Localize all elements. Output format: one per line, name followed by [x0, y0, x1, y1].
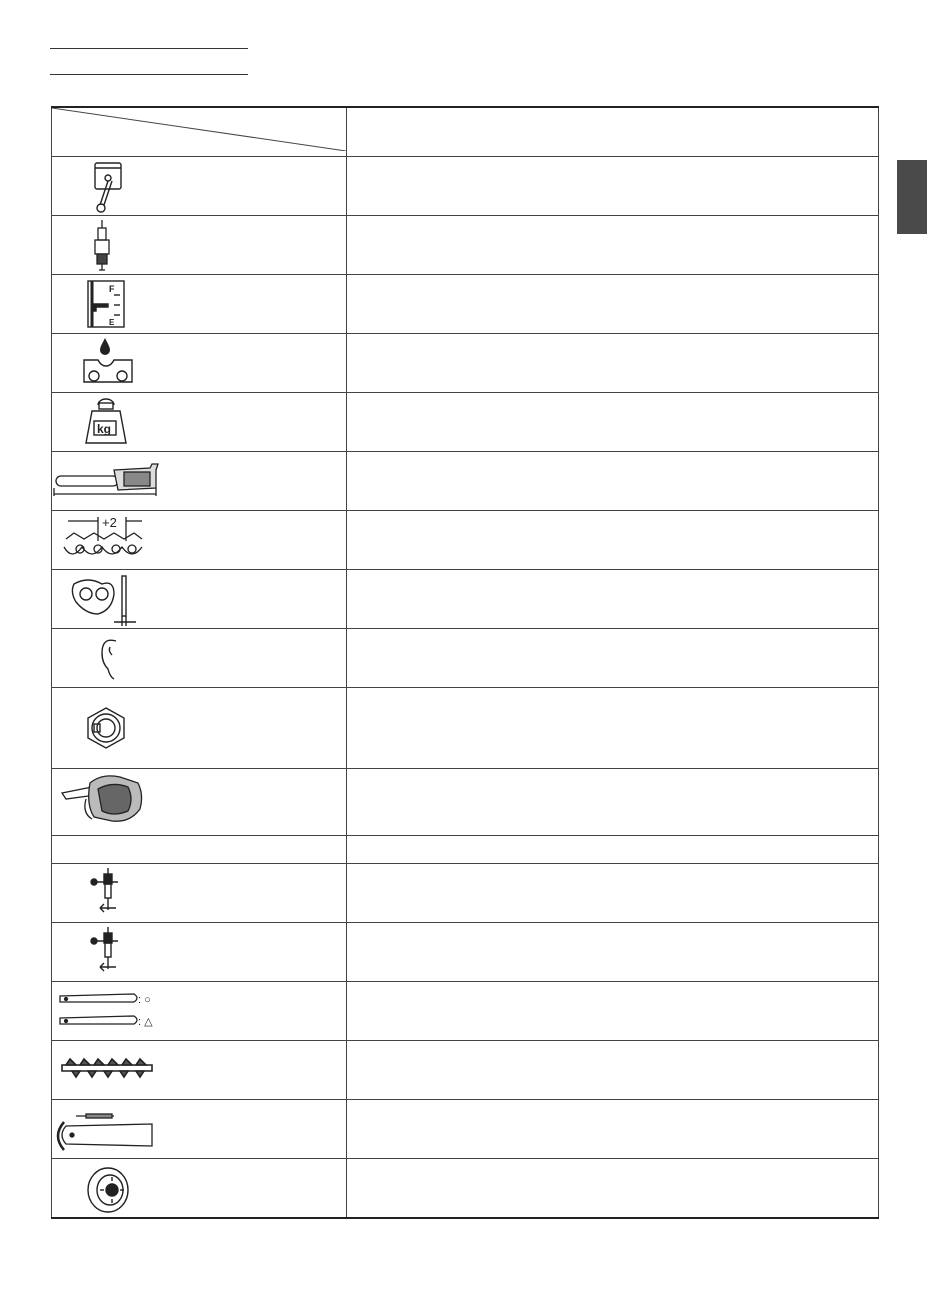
description-cell	[347, 1159, 879, 1219]
table-row	[52, 511, 879, 570]
table-row	[52, 629, 879, 688]
fuel-full-label: F	[109, 284, 115, 294]
saw-chain-icon	[52, 1041, 346, 1099]
weight-unit-label: kg	[97, 422, 112, 436]
table-header-row	[52, 107, 879, 157]
icon-cell	[52, 1041, 347, 1100]
description-cell	[347, 452, 879, 511]
chain-gauge-icon	[52, 570, 346, 628]
icon-cell	[52, 570, 347, 629]
table-row	[52, 1041, 879, 1100]
description-cell	[347, 1041, 879, 1100]
icon-cell	[52, 688, 347, 769]
description-cell	[347, 769, 879, 836]
fuel-tank-icon	[52, 275, 346, 333]
icon-cell	[52, 334, 347, 393]
table-row	[52, 688, 879, 769]
bar-symbol-circle: : ○	[138, 994, 151, 1006]
table-row	[52, 157, 879, 216]
table-row	[52, 1100, 879, 1159]
table-row	[52, 275, 879, 334]
header-description-cell	[347, 107, 879, 157]
chain-oil-icon	[52, 334, 346, 392]
icon-cell	[52, 393, 347, 452]
table-row	[52, 1159, 879, 1219]
table-row	[52, 216, 879, 275]
table-row	[52, 452, 879, 511]
sprocket-nut-icon	[52, 688, 346, 768]
description-cell	[347, 393, 879, 452]
icon-cell	[52, 982, 347, 1041]
header-rule-bottom	[50, 74, 248, 75]
bar-symbol-triangle: : △	[138, 1016, 153, 1028]
header-rule-top	[50, 48, 248, 49]
table-row	[52, 836, 879, 864]
icon-cell	[52, 864, 347, 923]
pitch-label: +2	[102, 515, 117, 530]
chain-pitch-icon	[52, 511, 346, 569]
icon-cell	[52, 511, 347, 570]
description-cell	[347, 923, 879, 982]
icon-cell	[52, 1100, 347, 1159]
specification-table	[51, 106, 879, 1219]
description-cell	[347, 216, 879, 275]
table-row	[52, 923, 879, 982]
engine-displacement-icon	[52, 157, 346, 215]
description-cell	[347, 334, 879, 393]
fuel-empty-label: E	[109, 318, 115, 327]
header-corner-cell	[52, 107, 347, 157]
description-cell	[347, 982, 879, 1041]
description-cell	[347, 275, 879, 334]
icon-cell	[52, 769, 347, 836]
spark-plug-icon	[52, 216, 346, 274]
table-row	[52, 982, 879, 1041]
section-tab	[897, 160, 927, 234]
chainsaw-vibration-icon	[52, 769, 346, 835]
table-row	[52, 393, 879, 452]
icon-cell	[52, 216, 347, 275]
guide-bar-types-icon	[52, 982, 346, 1040]
description-cell	[347, 688, 879, 769]
sound-level-icon	[52, 629, 346, 687]
icon-cell	[52, 629, 347, 688]
icon-cell	[52, 157, 347, 216]
table-row	[52, 334, 879, 393]
description-cell	[347, 570, 879, 629]
icon-cell	[52, 452, 347, 511]
icon-cell	[52, 836, 347, 864]
sprocket-icon	[52, 1159, 346, 1217]
description-cell	[347, 629, 879, 688]
carburetor-adjust-icon	[52, 864, 346, 922]
chainsaw-length-icon	[52, 452, 346, 510]
diagonal-divider	[52, 108, 346, 151]
weight-kg-icon	[52, 393, 346, 451]
description-cell	[347, 1100, 879, 1159]
table-row	[52, 864, 879, 923]
table-row	[52, 769, 879, 836]
description-cell	[347, 836, 879, 864]
description-cell	[347, 511, 879, 570]
icon-cell	[52, 923, 347, 982]
bar-and-chain-icon	[52, 1100, 346, 1158]
description-cell	[347, 864, 879, 923]
description-cell	[347, 157, 879, 216]
carburetor-adjust-icon	[52, 923, 346, 981]
icon-cell	[52, 275, 347, 334]
icon-cell	[52, 1159, 347, 1219]
table-row	[52, 570, 879, 629]
